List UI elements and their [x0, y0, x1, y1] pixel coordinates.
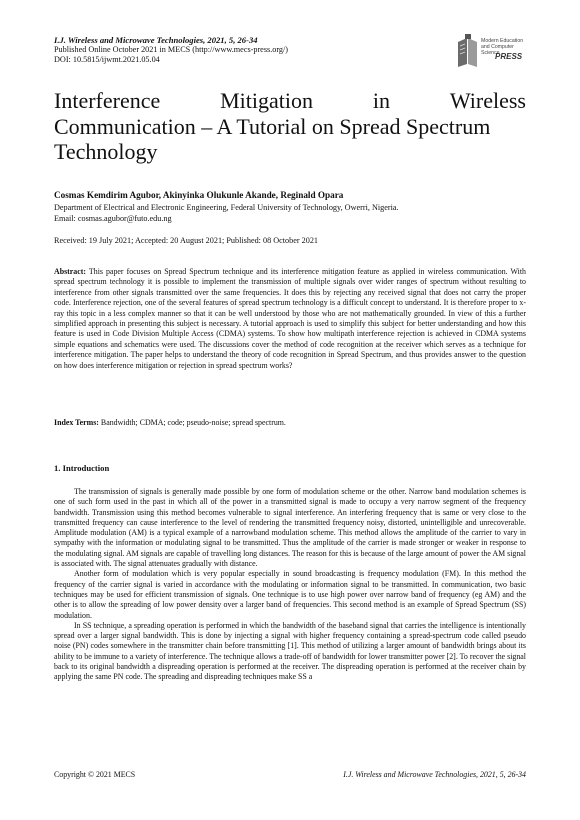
- title-line-2: Communication – A Tutorial on Spread Spectrum: [54, 113, 491, 139]
- paragraph: Another form of modulation which is very popular especially in sound broadcasting is frequency modulation (FM). In this method the frequency of the carrier signal is varied in accordance with the modulating or information signal to be transmitted. In communication, two basic techniques may be used for efficient transmission of signals. One technique is to use high power over narrow band of frequency (eg AM) and the other is to allow the spreading of low power density over a larger band of frequencies. This second method is an example of Spread Spectrum (SS) modulation.: [54, 569, 526, 620]
- logo-press: PRESS: [495, 52, 523, 61]
- paragraph: The transmission of signals is generally made possible by one form of modulation scheme or the other. Narrow band modulation schemes is one of such form used in the past in which all of the power in a transmitted signal is made to occupy a very narrow segment of the frequency bandwidth. Transmission using this method becomes vulnerable to signal interference. An interfering frequency that is same or very close to the transmitted frequency can cause interference to the level of rendering the transmitted frequency noisy, distorted, unintelligible and unrecoverable. Amplitude modulation (AM) is a typical example of a narrowband modulation scheme. This method allows the amplitude of the carrier to vary in sympathy with the information or modulating signal to be transmitted. Thus the amplitude of the carrier is made stronger or weaker in response to the modulating signal. AM signals are capable of travelling long distances. The reason for this is because of the large amount of power the AM signal is associated with. The signal attenuates gradually with distance.: [54, 487, 526, 569]
- affiliation-block: [54, 203, 399, 224]
- affiliation: Department of Electrical and Electronic Engineering, Federal University of Technology, Owerri, Nigeria.: [54, 203, 399, 212]
- doi-line: DOI: 10.5815/ijwmt.2021.05.04: [54, 55, 160, 65]
- logo-text: Modern Education and Computer Science: [481, 38, 524, 56]
- publisher-logo: [455, 34, 531, 70]
- footer-journal: I.J. Wireless and Microwave Technologies, 2021, 5, 26-34: [343, 770, 526, 779]
- title-line-1: Interference Mitigation in Wireless: [54, 88, 526, 113]
- index-terms-label: Index Terms:: [54, 418, 99, 427]
- publication-dates: Received: 19 July 2021; Accepted: 20 August 2021; Published: 08 October 2021: [54, 236, 319, 245]
- abstract-label: Abstract:: [54, 267, 86, 276]
- journal-line: I.J. Wireless and Microwave Technologies, 2021, 5, 26-34: [54, 35, 258, 45]
- page-footer: [54, 770, 526, 779]
- index-terms: [54, 418, 526, 427]
- index-terms-text: Bandwidth; CDMA; code; pseudo-noise; spread spectrum.: [98, 418, 286, 427]
- section-heading: 1. Introduction: [54, 463, 110, 473]
- body-text: [54, 487, 526, 683]
- email: Email: cosmas.agubor@futo.edu.ng: [54, 213, 172, 223]
- abstract-text: This paper focuses on Spread Spectrum technique and its interference mitigation feature as applied in wireless communication. With spread spectrum technology it is possible to implement the transmission of multiple signals over wider ranges of spectrum without resulting to interference from other signals transmitted over the same frequencies. It does this by rejecting any received signal that does not carry the proper code. Interference rejection, one of the several features of spread spectrum technology is a difficult concept to understand. It is therefore proper to x-ray this topic in a less complex manner so that it can be well understood by those who are not mathematically grounded. In view of this a further simplified approach in presenting this subject is necessary. A tutorial approach is used to simplify this subject for better understanding and how this feature is used in Code Division Multiple Access (CDMA) systems. To show how multipath interference rejection is achieved in CDMA systems simple equations and schematics were used. The discussions cover the method of code recognition at the receiver which serves as a technique for interference mitigation. The paper helps to understand the theory of code recognition in Spread Spectrum, and thus provides answer to the question on how does interference mitigation or rejection in spread spectrum works?: [54, 267, 526, 370]
- authors: Cosmas Kemdirim Agubor, Akinyinka Olukunle Akande, Reginald Opara: [54, 190, 344, 200]
- footer-copyright: Copyright © 2021 MECS: [54, 770, 136, 779]
- abstract: [54, 267, 526, 371]
- page-header: [54, 35, 288, 66]
- published-line: Published Online October 2021 in MECS (http://www.mecs-press.org/): [54, 45, 289, 55]
- paragraph: In SS technique, a spreading operation is performed in which the bandwidth of the baseband signal that carries the intelligence is intentionally spread over a larger signal bandwidth. This is done by injecting a signal with higher frequency containing a spread-spectrum code called pseudo noise (PN) codes somewhere in the transmitter chain before transmitting [1]. This method of utilizing a larger amount of bandwidth brings about its ability to be immune to a variety of interference. The technique allows a trade-off of bandwidth for lower transmitter power [2]. To recover the signal back to its original bandwidth a dispreading operation is performed at the receiver. The dispreading operation is performed at the receiver chain by applying the same PN code. The spreading and dispreading techniques make SS a: [54, 620, 526, 682]
- paper-title: [54, 88, 526, 165]
- book-emblem-icon: [455, 34, 481, 68]
- title-line-3: Technology: [54, 139, 158, 164]
